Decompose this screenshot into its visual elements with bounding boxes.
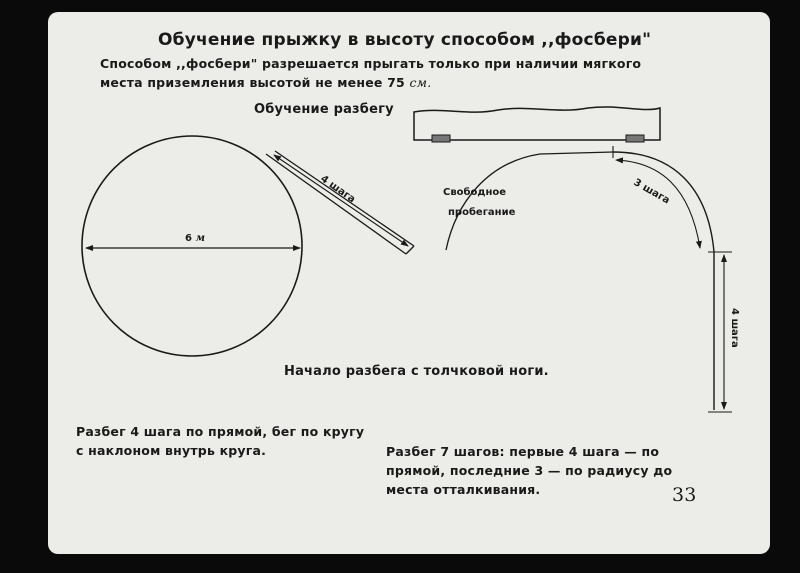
curved-steps-label: 3 шага (631, 177, 672, 207)
intro-unit: см. (409, 75, 432, 90)
straight-run-path (266, 151, 414, 254)
slide-title: Обучение прыжку в высоту способом ,,фосбери" (158, 30, 652, 50)
free-run-curve (446, 152, 613, 250)
curved-run-path (613, 152, 714, 410)
left-caption: Разбег 4 шага по прямой, бег по кругу с наклоном внутрь круга. (76, 424, 365, 458)
curved-steps-arrow (616, 160, 700, 248)
vertical-steps-label: 4 шага (729, 308, 740, 348)
free-run-label-line2: пробегание (448, 207, 516, 218)
straight-steps-label: 4 шага (318, 173, 358, 206)
start-caption: Начало разбега с толчковой ноги. (284, 364, 549, 379)
run-heading: Обучение разбегу (254, 102, 394, 117)
free-run-label-line1: Свободное (443, 187, 507, 198)
page-number: 33 (672, 484, 697, 506)
diameter-label: 6 м (185, 233, 205, 244)
intro-sentence: Способом ,,фосбери" разрешается прыгать только при наличии мягкого места приземления высотой не менее 75 (100, 56, 642, 90)
landing-area (414, 107, 660, 142)
right-caption: Разбег 7 шагов: первые 4 шага — по прямой, последние 3 — по радиусу до места отталкивания. (386, 444, 673, 497)
bar-support-right (626, 135, 644, 142)
run-circle (82, 136, 302, 356)
slide (48, 12, 770, 554)
bar-support-left (432, 135, 450, 142)
